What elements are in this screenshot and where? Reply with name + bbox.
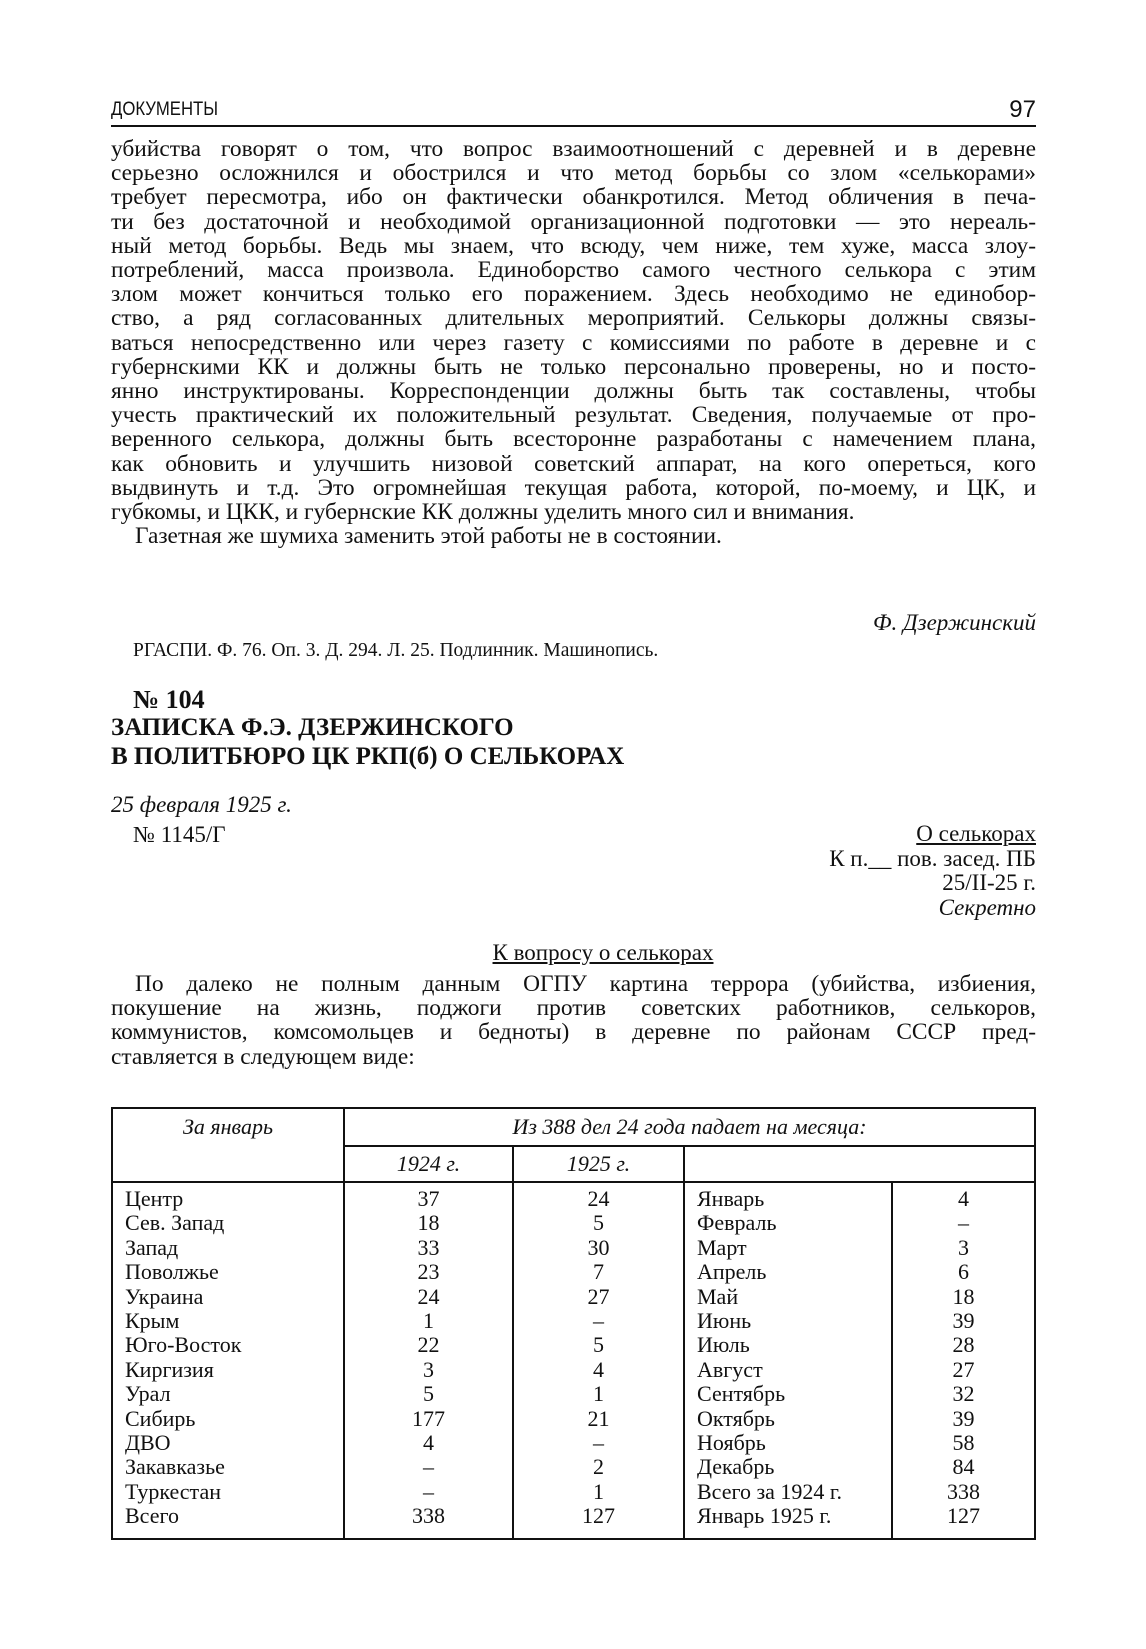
region: Крым — [125, 1307, 180, 1333]
value-1924: – — [423, 1478, 434, 1504]
value-1924: 1 — [423, 1307, 434, 1333]
text-line: веренного селькора, должны быть всесторонне разработаны с намечением плана, — [111, 426, 1036, 453]
text-line: ный метод борьбы. Ведь мы знаем, что всюду, чем ниже, тем хуже, масса злоу- — [111, 232, 1036, 259]
header-1925: 1925 г. — [513, 1146, 684, 1182]
month-value: – — [958, 1210, 969, 1236]
meta-agenda: К п.__ пов. засед. ПБ — [829, 845, 1036, 871]
region: Украина — [125, 1283, 204, 1309]
signature: Ф. Дзержинский — [872, 610, 1036, 635]
header-1924: 1924 г. — [344, 1146, 513, 1182]
document-title — [111, 713, 624, 771]
terror-statistics-table — [111, 1107, 1036, 1540]
value-1924: 24 — [417, 1283, 440, 1309]
month-value: 28 — [952, 1332, 975, 1358]
meta-subject: О селькорах — [916, 821, 1036, 846]
continuation-text — [111, 137, 1036, 548]
text-line: коммунистов, комсомольцев и бедноты) в деревне по районам СССР пред- — [111, 1019, 1036, 1046]
text-line: злом может кончиться только его поражением. Здесь необходимо не единобор- — [111, 281, 1036, 308]
month-value: 39 — [952, 1405, 975, 1431]
region: Сибирь — [125, 1405, 196, 1431]
header-months: Из 388 дел 24 года падает на месяца: — [344, 1108, 1035, 1146]
value-1925: 27 — [587, 1283, 610, 1309]
value-1925: 2 — [593, 1454, 604, 1480]
values-1924-column — [344, 1182, 513, 1539]
text-line: учесть практический их положительный результат. Сведения, получаемые от про- — [111, 402, 1036, 429]
month: Октябрь — [697, 1405, 775, 1431]
region: ДВО — [125, 1429, 171, 1455]
text-line: серьезно осложнился и обострился и что метод борьбы со злом «селькорами» — [111, 160, 1036, 187]
page-number: 97 — [1009, 96, 1036, 123]
text-line: По далеко не полным данным ОГПУ картина террора (убийства, избиения, — [135, 971, 1036, 997]
month: Март — [697, 1234, 747, 1260]
value-1924: 3 — [423, 1356, 434, 1382]
value-1924: 18 — [417, 1210, 440, 1236]
month-total-1924: Всего за 1924 г. — [697, 1478, 842, 1504]
month-value: 84 — [952, 1454, 975, 1480]
month-value: 39 — [952, 1307, 975, 1333]
document-meta — [829, 822, 1036, 920]
value-1924: 33 — [417, 1234, 440, 1260]
value-1924-total: 338 — [412, 1503, 445, 1529]
meta-meeting-date: 25/II-25 г. — [942, 870, 1036, 895]
text-line: губкомы, и ЦКК, и губернские КК должны уделить много сил и внимания. — [111, 499, 855, 526]
month-value-january-1925: 127 — [947, 1503, 980, 1529]
months-column — [684, 1182, 892, 1539]
region: Киргизия — [125, 1356, 214, 1382]
value-1924: 5 — [423, 1381, 434, 1407]
region: Поволжье — [125, 1259, 219, 1285]
month-value: 32 — [952, 1381, 975, 1407]
month: Январь — [697, 1186, 765, 1211]
document-date: 25 февраля 1925 г. — [111, 792, 292, 817]
text-line: потреблений, масса произвола. Единоборство самого честного селькора с этим — [111, 257, 1036, 284]
value-1925: 24 — [587, 1186, 610, 1211]
region: Центр — [125, 1186, 184, 1211]
month: Декабрь — [697, 1454, 775, 1480]
month-value: 58 — [952, 1429, 975, 1455]
month: Апрель — [697, 1259, 767, 1285]
value-1924: 23 — [417, 1259, 440, 1285]
text-line: убийства говорят о том, что вопрос взаимоотношений с деревней и в деревне — [111, 136, 1036, 162]
title-line: В ПОЛИТБЮРО ЦК РКП(б) О СЕЛЬКОРАХ — [111, 743, 625, 770]
value-1925: 30 — [587, 1234, 610, 1260]
text-line: ство, а ряд согласованных длительных мероприятий. Селькоры должны связы- — [111, 305, 1036, 332]
region: Закавказье — [125, 1454, 225, 1480]
document-number: № 104 — [133, 685, 205, 714]
month: Июнь — [697, 1307, 752, 1333]
value-1924: – — [423, 1454, 434, 1480]
region-total: Всего — [125, 1503, 179, 1529]
month: Июль — [697, 1332, 750, 1358]
value-1925: 1 — [593, 1381, 604, 1407]
month-january-1925: Январь 1925 г. — [697, 1503, 832, 1529]
text-line: губернскими КК и должны быть не только персонально проверены, но и посто- — [111, 353, 1036, 380]
value-1925: 4 — [593, 1356, 604, 1382]
value-1925: 7 — [593, 1259, 604, 1285]
month: Август — [697, 1356, 763, 1382]
region: Запад — [125, 1234, 179, 1260]
month-value: 4 — [958, 1186, 969, 1211]
text-line: покушение на жизнь, поджоги против советских работников, селькоров, — [111, 995, 1036, 1022]
document-reference: № 1145/Г — [133, 822, 226, 847]
meta-classification: Секретно — [938, 894, 1036, 920]
month-value-total: 338 — [947, 1478, 980, 1504]
value-1925: 1 — [593, 1478, 604, 1504]
value-1925: – — [593, 1307, 604, 1333]
month: Февраль — [697, 1210, 777, 1236]
month-value: 18 — [952, 1283, 975, 1309]
value-1925: 21 — [587, 1405, 610, 1431]
values-1925-column — [513, 1182, 684, 1539]
month-value: 6 — [958, 1259, 969, 1285]
section-subtitle — [0, 940, 1146, 966]
month: Май — [697, 1283, 739, 1309]
value-1924: 4 — [423, 1429, 434, 1455]
intro-text — [111, 972, 1036, 1069]
header-january: За январь — [112, 1108, 344, 1182]
text-line: ваться непосредственно или через газету с комиссиями по работе в деревне и с — [111, 329, 1036, 356]
title-line: ЗАПИСКА Ф.Э. ДЗЕРЖИНСКОГО — [111, 714, 514, 741]
value-1924: 37 — [417, 1186, 440, 1211]
closing-paragraph: Газетная же шумиха заменить этой работы не в состоянии. — [135, 523, 722, 550]
value-1925: – — [593, 1429, 604, 1455]
running-header — [111, 97, 1036, 127]
regions-column — [112, 1182, 344, 1539]
value-1925: 5 — [593, 1210, 604, 1236]
region: Урал — [125, 1381, 171, 1407]
value-1925-total: 127 — [582, 1503, 615, 1529]
header-blank — [684, 1146, 1035, 1182]
text-line: как обновить и улучшить низовой советский аппарат, на кого опереться, кого — [111, 450, 1036, 477]
text-line: янно инструктированы. Корреспонденции должны быть так составлены, чтобы — [111, 378, 1036, 405]
month-value: 27 — [952, 1356, 975, 1382]
text-line: ставляется в следующем виде: — [111, 1043, 415, 1070]
text-line: выдвинуть и т.д. Это огромнейшая текущая работа, которой, по-моему, и ЦК, и — [111, 474, 1036, 501]
month-value: 3 — [958, 1234, 969, 1260]
month: Сентябрь — [697, 1381, 786, 1407]
subtitle-text: К вопросу о селькорах — [492, 940, 714, 965]
text-line: ти без достаточной и необходимой организационной подготовки — это нереаль- — [111, 208, 1036, 235]
month: Ноябрь — [697, 1429, 766, 1455]
value-1924: 177 — [412, 1405, 445, 1431]
value-1925: 5 — [593, 1332, 604, 1358]
region: Сев. Запад — [125, 1210, 225, 1236]
text-line: требует пересмотра, ибо он фактически обанкротился. Метод обличения в печа- — [111, 184, 1036, 211]
region: Юго-Восток — [125, 1332, 242, 1358]
archive-reference: РГАСПИ. Ф. 76. Оп. 3. Д. 294. Л. 25. Подлинник. Машинопись. — [133, 640, 659, 661]
value-1924: 22 — [417, 1332, 440, 1358]
running-title: ДОКУМЕНТЫ — [111, 99, 219, 120]
region: Туркестан — [125, 1478, 221, 1504]
month-values-column — [892, 1182, 1035, 1539]
